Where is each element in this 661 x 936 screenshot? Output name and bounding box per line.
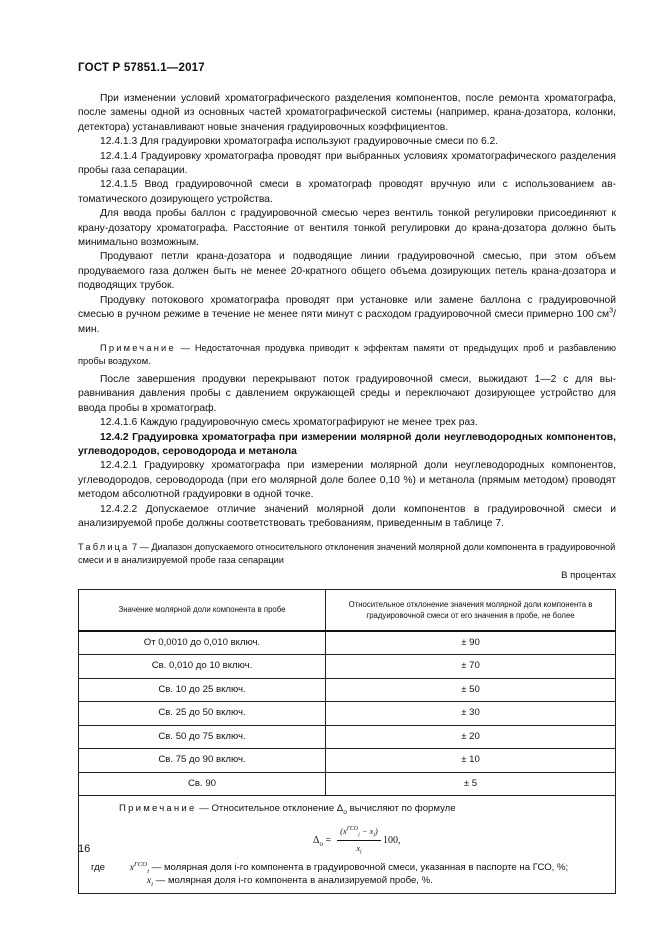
paragraph: 12.4.1.5 Ввод градуировочной смеси в хроматограф проводят вручную или с использованием автоматического дозирующего устройства. (78, 179, 616, 205)
definition-symbol (105, 861, 149, 875)
table-row (79, 631, 616, 655)
table-units: В процентах (561, 570, 616, 582)
subscript: i (358, 832, 360, 839)
paragraph-text: Продувку потокового хроматографа проводят при установке или замене баллона с градуировочной смесью в ручном режиме в течение не менее пяти минут с расходом градуировочной смеси примерно 100 см (78, 294, 616, 321)
definition-line (79, 861, 615, 875)
table-header-row (79, 589, 616, 631)
document-code-header: ГОСТ Р 57851.1—2017 (78, 62, 205, 74)
deviation-table (78, 589, 616, 894)
table-cell-range: Св. 25 до 50 включ. (79, 702, 326, 726)
paragraph: 12.4.1.3 Для градуировки хроматографа используют градуировочные смеси по 6.2. (100, 136, 499, 148)
definition-symbol (109, 874, 153, 888)
table-cell-range: Св. 10 до 25 включ. (79, 678, 326, 702)
table-cell-range: Св. 0,010 до 10 включ. (79, 655, 326, 679)
table-cell-range: От 0,0010 до 0,010 включ. (79, 631, 326, 655)
table-note-row (79, 796, 616, 893)
table-note-text: — Относительное отклонение Δ (196, 803, 344, 815)
table-cell-range: Св. 50 до 75 включ. (79, 725, 326, 749)
formula-lhs (313, 834, 331, 848)
note (78, 342, 616, 368)
table-caption (78, 541, 616, 566)
table-header-cell: Значение молярной доли компонента в пробе (79, 589, 326, 631)
paragraph: Для ввода пробы баллон с градуировочной смесью через вентиль тонкой регулировки присоединяют к крану-дозатору хроматографа. Расстояние от вентиля тонкой регулировки до крана-дозатора должно быть минимально возможным. (78, 208, 616, 249)
paragraph-flow-purge (78, 294, 616, 337)
note-label: Примечание (100, 342, 176, 353)
note-text: — Недостаточная продувка приводит к эффектам памяти от предыдущих проб и разбавлению пробы воздухом. (78, 342, 616, 366)
table-cell-range: Св. 90 (79, 772, 326, 796)
table-cell-deviation: ± 30 (326, 702, 616, 726)
paragraph: 12.4.1.6 Каждую градуировочную смесь хроматографируют не менее трех раз. (100, 417, 478, 429)
subscript: о (343, 809, 347, 817)
subscript: i (360, 849, 362, 856)
page-body (78, 92, 616, 894)
formula-term: x (356, 844, 361, 854)
subscript: о (319, 839, 323, 848)
paragraph: После завершения продувки перекрывают поток градуировочной смеси, выжидают 1—2 с для выравнивания давления пробы с давлением окружающей среды и переключают дозирующее устройство для ввода пробы в хроматограф. (78, 373, 616, 414)
formula-numerator (337, 825, 381, 841)
definition-text: молярная доля i-го компонента в градуировочной смеси, указанная в паспорте на ГСО, %; (163, 861, 569, 873)
superscript: ГСО (133, 860, 148, 868)
table-caption-text: 7 — Диапазон допускаемого относительного отклонения значений молярной доли компонента в градуировочной смеси и в анализируемой пробе газа сепарации (78, 542, 616, 565)
paragraph: 12.4.2.1 Градуировку хроматографа при измерении молярной доли неуглеводородных компонентов, углеводородов, сероводорода (при его молярной доле более 0,10 %) и метанола (прямым методом) проводят методом абсолютной градуировки в одной точке. (78, 460, 616, 501)
table-note-cell (79, 796, 616, 893)
table-note (79, 802, 615, 816)
superscript: ГСО (346, 825, 359, 832)
formula-rhs: 100, (383, 834, 401, 846)
formula-denominator (337, 841, 381, 856)
table-cell-deviation: ± 20 (326, 725, 616, 749)
superscript: 3 (609, 305, 614, 315)
definition-where: где (91, 861, 106, 873)
definition-line (79, 874, 615, 888)
formula-equals: = (322, 834, 332, 846)
symbol-letter: x (129, 861, 134, 873)
paragraph-text: /мин. (78, 309, 616, 335)
table-cell-deviation: ± 90 (326, 631, 616, 655)
definition-dash: — (149, 861, 164, 873)
paragraph: 12.4.1.4 Градуировку хроматографа проводят при выбранных условиях хроматографического разделения пробы газа сепарации. (78, 150, 616, 177)
table-row (79, 772, 616, 796)
page-number: 16 (78, 843, 91, 855)
table-row (79, 702, 616, 726)
table-header-cell: Относительное отклонение значения молярной доли компонента в градуировочной смеси от его значения в пробе, не более (326, 589, 616, 631)
definition-text: молярная доля i-го компонента в анализируемой пробе, %. (167, 875, 433, 887)
table-note-text: вычисляют по формуле (346, 803, 456, 815)
table-cell-deviation: ± 10 (326, 749, 616, 773)
section-heading: 12.4.2 Градуировка хроматографа при измерении молярной доли неуглеводородных компонентов, углеводородов, сероводорода и метанола (78, 431, 616, 457)
formula-symbol: Δ (313, 834, 320, 846)
table-note-label: Примечание (119, 803, 197, 815)
deviation-formula (79, 821, 615, 861)
formula-term: (x (340, 826, 347, 836)
formula-fraction (337, 825, 381, 857)
table-caption-label: Таблица (78, 542, 130, 553)
definition-dash: — (153, 875, 168, 887)
formula-term: − x (359, 826, 374, 836)
table-cell-range: Св. 75 до 90 включ. (79, 749, 326, 773)
subscript: i (373, 832, 376, 839)
formula-term: ) (375, 826, 378, 836)
paragraph: 12.4.2.2 Допускаемое отличие значений молярной доли компонентов в градуировочной смеси и анализируемой пробе должны соответствовать требованиям, приведенным в таблице 7. (78, 503, 616, 529)
table-row (79, 725, 616, 749)
table-row (79, 655, 616, 679)
paragraph: При изменении условий хроматографического разделения компонентов, после ремонта хроматографа, после замены одной из основных частей хроматографической системы (например, крана-дозатора, колонки, детектора) устанавливают новые значения градуировочных коэффициентов. (78, 93, 616, 133)
table-cell-deviation: ± 5 (326, 772, 616, 796)
paragraph: Продувают петли крана-дозатора и подводящие линии градуировочной смесью, при этом объем продуваемого газа должен быть не менее 20-кратного общего объема дозирующих петель крана-дозатора и подводящих трубок. (78, 251, 616, 292)
subscript: i (147, 867, 150, 875)
table-cell-deviation: ± 70 (326, 655, 616, 679)
table-cell-deviation: ± 50 (326, 678, 616, 702)
subscript: i (151, 881, 153, 889)
symbol-letter: x (146, 875, 152, 887)
table-row (79, 678, 616, 702)
table-row (79, 749, 616, 773)
